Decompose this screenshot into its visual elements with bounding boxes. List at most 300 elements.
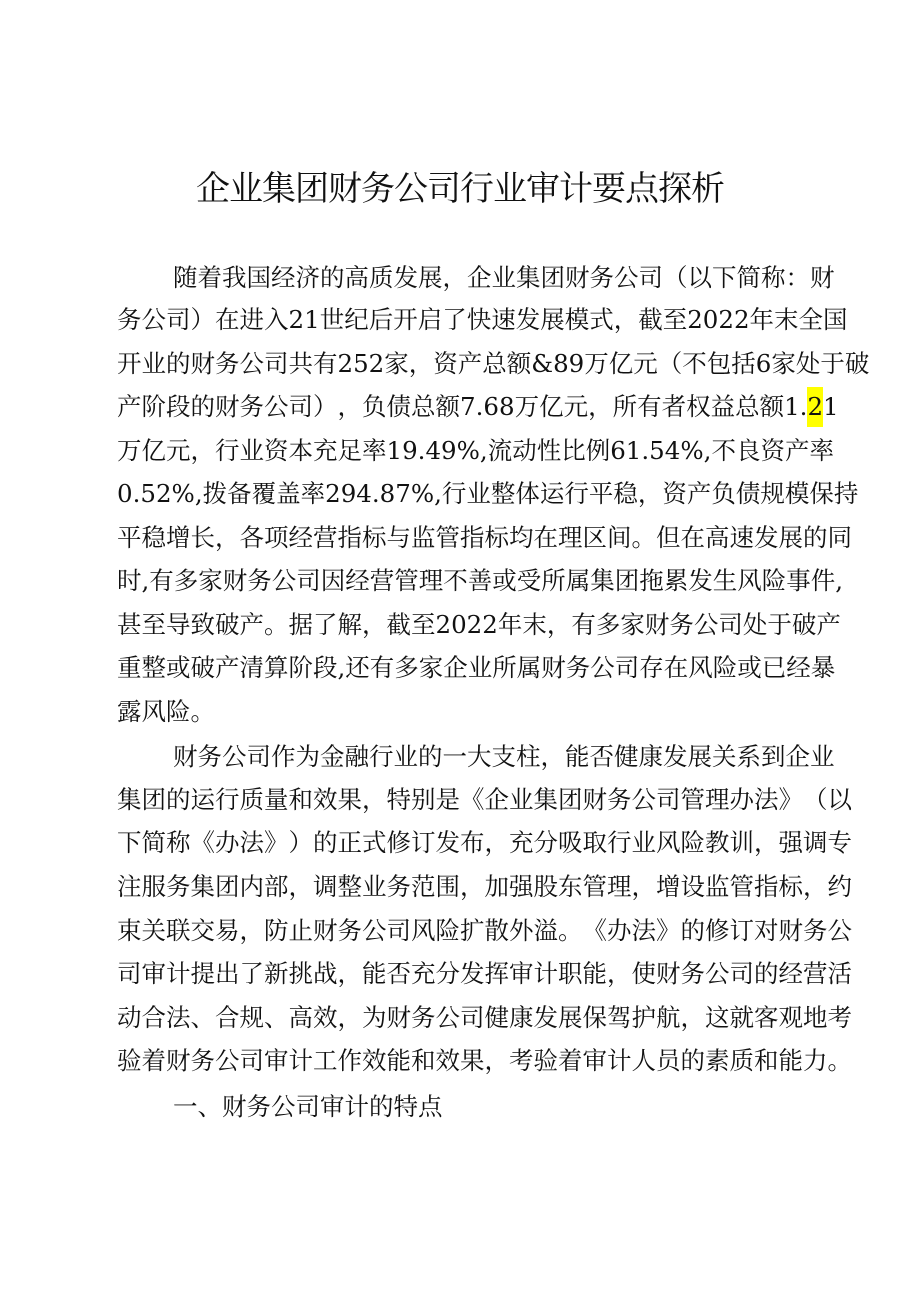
glyph: 足 <box>337 436 362 465</box>
glyph: 。 <box>631 523 656 552</box>
glyph: 公 <box>222 742 247 771</box>
glyph: 阶 <box>141 392 166 421</box>
glyph: 监 <box>411 523 436 552</box>
glyph: 破 <box>215 610 240 639</box>
glyph: 险 <box>761 566 787 595</box>
glyph: 元 <box>166 436 191 465</box>
glyph: 质 <box>729 1046 754 1075</box>
glyph: 负 <box>711 479 736 508</box>
glyph: 驾 <box>607 1003 632 1032</box>
section-heading <box>173 1087 817 1127</box>
glyph: 称 <box>761 263 786 292</box>
glyph: 称 <box>166 828 191 857</box>
glyph: 元 <box>563 392 589 421</box>
glyph: 监 <box>705 872 730 901</box>
glyph: 务 <box>411 1003 436 1032</box>
glyph: 亿 <box>539 392 564 421</box>
glyph: 存 <box>639 653 664 682</box>
glyph: 财 <box>541 653 566 682</box>
glyph: 事 <box>786 566 811 595</box>
glyph: 的 <box>166 349 191 378</box>
glyph: 资 <box>433 349 458 378</box>
glyph: 务 <box>239 392 264 421</box>
glyph: 的 <box>313 828 338 857</box>
glyph: 产 <box>784 436 810 465</box>
glyph: 财 <box>810 263 835 292</box>
glyph: 区 <box>582 523 607 552</box>
glyph: 充 <box>313 436 338 465</box>
glyph: 展 <box>540 305 565 334</box>
glyph: 对 <box>754 916 779 945</box>
glyph: ， <box>239 916 264 945</box>
glyph: 导 <box>166 610 191 639</box>
glyph: 营 <box>313 523 338 552</box>
glyph: 》 <box>778 785 803 814</box>
glyph: 良 <box>735 436 761 465</box>
glyph: 破 <box>190 653 215 682</box>
glyph: 括 <box>731 349 756 378</box>
glyph: 、 <box>190 1003 215 1032</box>
glyph: 集 <box>190 872 215 901</box>
glyph: 财 <box>644 610 670 639</box>
glyph: 业 <box>239 436 264 465</box>
glyph: 系 <box>736 742 761 771</box>
glyph: 发 <box>435 828 460 857</box>
glyph: 累 <box>663 566 689 595</box>
glyph: 属 <box>516 653 542 682</box>
glyph: ， <box>442 263 467 292</box>
glyph: 财 <box>190 349 215 378</box>
glyph: 运 <box>539 479 565 508</box>
glyph: 一 <box>442 742 467 771</box>
glyph: 万 <box>514 392 540 421</box>
glyph: 充 <box>509 828 534 857</box>
glyph: 简 <box>736 263 761 292</box>
glyph: 经 <box>786 653 811 682</box>
glyph: 亿 <box>141 436 166 465</box>
glyph: 务 <box>215 349 240 378</box>
glyph: 规 <box>239 1003 264 1032</box>
glyph: 拖 <box>639 566 664 595</box>
glyph: 风 <box>411 916 436 945</box>
glyph: 稳 <box>141 523 166 552</box>
text-line <box>117 561 844 601</box>
glyph: 法 <box>166 1003 191 1032</box>
glyph: 不 <box>443 566 468 595</box>
document-title: 企业集团财务公司行业审计要点探析 <box>196 169 724 209</box>
glyph: 2022 <box>435 610 498 639</box>
glyph: 发 <box>515 305 541 334</box>
glyph: 行 <box>607 828 632 857</box>
glyph: 素 <box>705 1046 730 1075</box>
glyph: 效 <box>313 1003 338 1032</box>
glyph: 康 <box>638 742 663 771</box>
glyph: 处 <box>795 349 821 378</box>
glyph: 效 <box>362 1046 387 1075</box>
glyph: 阶 <box>288 653 313 682</box>
glyph: 总 <box>735 392 760 421</box>
glyph: 风 <box>688 653 713 682</box>
glyph: ， <box>680 1003 705 1032</box>
glyph: 团 <box>215 872 240 901</box>
glyph: 团 <box>614 566 640 595</box>
glyph: 客 <box>754 1003 779 1032</box>
glyph: 人 <box>631 1046 656 1075</box>
glyph: 行 <box>215 436 240 465</box>
glyph: ， <box>215 523 240 552</box>
glyph: 252 <box>337 349 385 378</box>
glyph: 扩 <box>460 916 485 945</box>
glyph: 公 <box>271 566 297 595</box>
glyph: 司 <box>295 1092 320 1121</box>
glyph: 21 <box>288 305 320 334</box>
glyph: 。 <box>190 697 215 726</box>
glyph: 公 <box>435 1003 460 1032</box>
glyph: 资 <box>662 479 687 508</box>
glyph: 本 <box>288 436 313 465</box>
glyph: ， <box>337 1003 362 1032</box>
glyph: 员 <box>656 1046 681 1075</box>
glyph: 率 <box>809 436 834 465</box>
glyph: 速 <box>729 523 754 552</box>
glyph: 财 <box>313 916 338 945</box>
glyph: 这 <box>705 1003 730 1032</box>
glyph: 险 <box>680 828 705 857</box>
glyph: 业 <box>466 479 491 508</box>
glyph: 务 <box>166 872 191 901</box>
glyph: 展 <box>418 263 443 292</box>
glyph: 61.54%, <box>610 436 712 465</box>
glyph: 溢 <box>533 916 558 945</box>
glyph: 共 <box>288 349 313 378</box>
glyph: ） <box>313 392 338 421</box>
glyph: 与 <box>386 523 411 552</box>
glyph: 比 <box>561 436 586 465</box>
glyph: 审 <box>264 1046 289 1075</box>
glyph: 家 <box>384 349 409 378</box>
glyph: 截 <box>638 305 663 334</box>
glyph: 调 <box>803 828 828 857</box>
glyph: 体 <box>515 479 540 508</box>
glyph: 理 <box>607 872 632 901</box>
glyph: 着 <box>141 1046 166 1075</box>
glyph: 年 <box>749 305 775 334</box>
glyph: 同 <box>827 523 852 552</box>
glyph: ， <box>460 872 485 901</box>
glyph: 提 <box>190 959 215 988</box>
glyph: 经 <box>345 566 370 595</box>
glyph: 团 <box>558 785 583 814</box>
glyph: 至 <box>141 610 166 639</box>
text-line <box>117 780 852 820</box>
glyph: 甚 <box>117 610 142 639</box>
glyph: 公 <box>631 785 656 814</box>
glyph: 资 <box>264 436 289 465</box>
glyph: 流 <box>487 436 513 465</box>
glyph: 在 <box>680 523 705 552</box>
glyph: 标 <box>778 872 803 901</box>
glyph: 式 <box>589 305 614 334</box>
glyph: 点 <box>418 1092 443 1121</box>
glyph: 财 <box>386 1003 411 1032</box>
glyph: 指 <box>460 523 485 552</box>
glyph: 模 <box>564 305 590 334</box>
glyph: 作 <box>271 742 296 771</box>
glyph: 财 <box>166 1046 191 1075</box>
glyph: 据 <box>288 610 313 639</box>
glyph: 有 <box>637 392 662 421</box>
text-line <box>117 823 852 863</box>
glyph: 计 <box>288 1046 313 1075</box>
glyph: 强 <box>778 828 803 857</box>
glyph: 的 <box>418 742 443 771</box>
glyph: 力 <box>803 1046 828 1075</box>
glyph: 管 <box>582 872 607 901</box>
glyph: 规 <box>760 479 785 508</box>
glyph: 平 <box>588 479 614 508</box>
glyph: 办 <box>607 916 632 945</box>
glyph: 保 <box>582 1003 607 1032</box>
glyph: 7.68 <box>460 392 515 421</box>
glyph: 产 <box>816 610 841 639</box>
glyph: 产 <box>117 392 142 421</box>
glyph: 国 <box>246 263 271 292</box>
glyph: 果 <box>460 1046 485 1075</box>
glyph: 金 <box>320 742 345 771</box>
glyph: 验 <box>533 1046 558 1075</box>
glyph: 家 <box>198 566 223 595</box>
glyph: 或 <box>492 566 517 595</box>
glyph: 审 <box>509 959 534 988</box>
glyph: 发 <box>533 1003 558 1032</box>
glyph: 质 <box>369 263 394 292</box>
glyph: 务 <box>246 1092 271 1121</box>
glyph: 合 <box>215 1003 240 1032</box>
glyph: 业 <box>467 653 493 682</box>
glyph: 。 <box>264 610 289 639</box>
text-line <box>117 867 852 907</box>
glyph: 公 <box>590 653 615 682</box>
glyph: 拨 <box>202 479 228 508</box>
glyph: 财 <box>173 742 198 771</box>
glyph: 和 <box>288 785 313 814</box>
glyph: 管 <box>435 523 460 552</box>
glyph: 康 <box>509 1003 534 1032</box>
glyph: 在 <box>663 653 689 682</box>
glyph: 下 <box>712 263 737 292</box>
glyph: 速 <box>491 305 516 334</box>
glyph: ， <box>588 392 613 421</box>
glyph: 《 <box>190 828 215 857</box>
glyph: 经 <box>778 959 803 988</box>
glyph: 出 <box>215 959 240 988</box>
glyph: 不 <box>682 349 707 378</box>
glyph: 布 <box>460 828 485 857</box>
glyph: 者 <box>661 392 687 421</box>
glyph: ， <box>337 959 362 988</box>
glyph: 动 <box>117 1003 142 1032</box>
glyph: 产 <box>457 349 483 378</box>
glyph: 高 <box>344 263 369 292</box>
glyph: 于 <box>767 610 792 639</box>
glyph: 、 <box>197 1092 222 1121</box>
glyph: （ <box>657 349 683 378</box>
glyph: 设 <box>680 872 705 901</box>
glyph: 世 <box>319 305 345 334</box>
glyph: ， <box>803 872 828 901</box>
glyph: 业 <box>491 263 516 292</box>
glyph: 集 <box>516 263 541 292</box>
glyph: 公 <box>239 349 264 378</box>
glyph: 因 <box>320 566 346 595</box>
glyph: 标 <box>362 523 387 552</box>
glyph: ， <box>408 349 434 378</box>
glyph: 债 <box>735 479 761 508</box>
glyph: 》 <box>656 916 681 945</box>
glyph: 和 <box>411 1046 436 1075</box>
glyph: 风 <box>141 697 166 726</box>
glyph: 额 <box>435 392 460 421</box>
glyph: 企 <box>443 653 468 682</box>
glyph: 法 <box>754 785 779 814</box>
glyph: 了 <box>442 305 467 334</box>
glyph: ， <box>754 828 779 857</box>
glyph: 开 <box>117 349 142 378</box>
glyph: ） <box>190 305 215 334</box>
glyph: 集 <box>590 566 615 595</box>
glyph: 考 <box>509 1046 534 1075</box>
glyph: 债 <box>386 392 411 421</box>
glyph: 清 <box>239 653 264 682</box>
glyph: 露 <box>117 697 142 726</box>
glyph: 权 <box>686 392 711 421</box>
glyph: 生 <box>712 566 738 595</box>
glyph: 能 <box>362 959 387 988</box>
glyph: 司 <box>386 916 411 945</box>
glyph: 的 <box>680 1046 705 1075</box>
glyph: 业 <box>631 828 656 857</box>
glyph: 公 <box>693 610 719 639</box>
glyph: ， <box>484 1046 509 1075</box>
glyph: 入 <box>264 305 289 334</box>
glyph: 否 <box>386 959 411 988</box>
text-line <box>117 605 841 645</box>
glyph: 济 <box>295 263 320 292</box>
glyph: 防 <box>264 916 289 945</box>
glyph: 段 <box>166 392 191 421</box>
glyph: 的 <box>803 523 828 552</box>
glyph: 业 <box>810 742 835 771</box>
glyph: 所 <box>612 392 638 421</box>
glyph: 教 <box>705 828 730 857</box>
glyph: 理 <box>705 785 730 814</box>
glyph: 关 <box>712 742 737 771</box>
glyph: 了 <box>239 959 264 988</box>
glyph: 重 <box>117 653 142 682</box>
glyph: 理 <box>558 523 583 552</box>
glyph: 负 <box>362 392 387 421</box>
glyph: 财 <box>582 785 607 814</box>
text-line <box>117 474 859 514</box>
glyph: 19.49%, <box>386 436 488 465</box>
glyph: 司 <box>638 263 663 292</box>
glyph: 挑 <box>288 959 313 988</box>
glyph: 业 <box>362 872 387 901</box>
glyph: 模 <box>784 479 810 508</box>
glyph: 合 <box>141 1003 166 1032</box>
glyph: 以 <box>687 263 712 292</box>
glyph: 进 <box>239 305 264 334</box>
glyph: 1. <box>784 392 808 421</box>
glyph: 正 <box>337 828 362 857</box>
glyph: ： <box>785 263 810 292</box>
glyph: 务 <box>190 1046 215 1075</box>
glyph: 止 <box>288 916 313 945</box>
text-line <box>117 954 852 994</box>
glyph: 管 <box>394 566 419 595</box>
glyph: 内 <box>239 872 264 901</box>
glyph: 务 <box>607 785 632 814</box>
glyph: 家 <box>418 653 444 682</box>
glyph: 集 <box>533 785 558 814</box>
glyph: 修 <box>705 916 730 945</box>
glyph: 别 <box>411 785 436 814</box>
highlighted-text: 2 <box>807 387 823 427</box>
glyph: 司 <box>246 742 271 771</box>
text-line <box>117 518 852 558</box>
glyph: 件 <box>810 566 836 595</box>
glyph: 指 <box>754 872 779 901</box>
glyph: 间 <box>607 523 632 552</box>
glyph: 展 <box>778 523 803 552</box>
glyph: 段 <box>313 653 338 682</box>
glyph: 交 <box>190 916 215 945</box>
glyph: ， <box>362 610 387 639</box>
glyph: 险 <box>166 697 191 726</box>
glyph: 行 <box>369 742 394 771</box>
glyph: 经 <box>288 523 313 552</box>
glyph: 关 <box>141 916 166 945</box>
glyph: 强 <box>509 872 534 901</box>
glyph: 快 <box>466 305 492 334</box>
glyph: 财 <box>778 916 803 945</box>
glyph: 时 <box>117 566 142 595</box>
glyph: 团 <box>540 263 565 292</box>
glyph: 办 <box>729 785 754 814</box>
glyph: 健 <box>484 1003 509 1032</box>
glyph: 活 <box>827 959 852 988</box>
glyph: 能 <box>386 1046 411 1075</box>
glyph: 率 <box>362 436 387 465</box>
text-line <box>117 1041 852 1081</box>
glyph: 属 <box>565 566 591 595</box>
glyph: ， <box>546 610 572 639</box>
glyph: 经 <box>271 263 296 292</box>
glyph: 职 <box>558 959 583 988</box>
glyph: 营 <box>369 566 395 595</box>
glyph: 公 <box>362 916 387 945</box>
glyph: 工 <box>313 1046 338 1075</box>
glyph: 算 <box>264 653 289 682</box>
glyph: 稳 <box>613 479 638 508</box>
glyph: 有 <box>149 566 174 595</box>
glyph: 易 <box>215 916 240 945</box>
glyph: 国 <box>823 305 848 334</box>
glyph: 公 <box>264 392 289 421</box>
glyph: 2022 <box>687 305 750 334</box>
glyph: 致 <box>190 610 215 639</box>
glyph: 万 <box>584 349 609 378</box>
